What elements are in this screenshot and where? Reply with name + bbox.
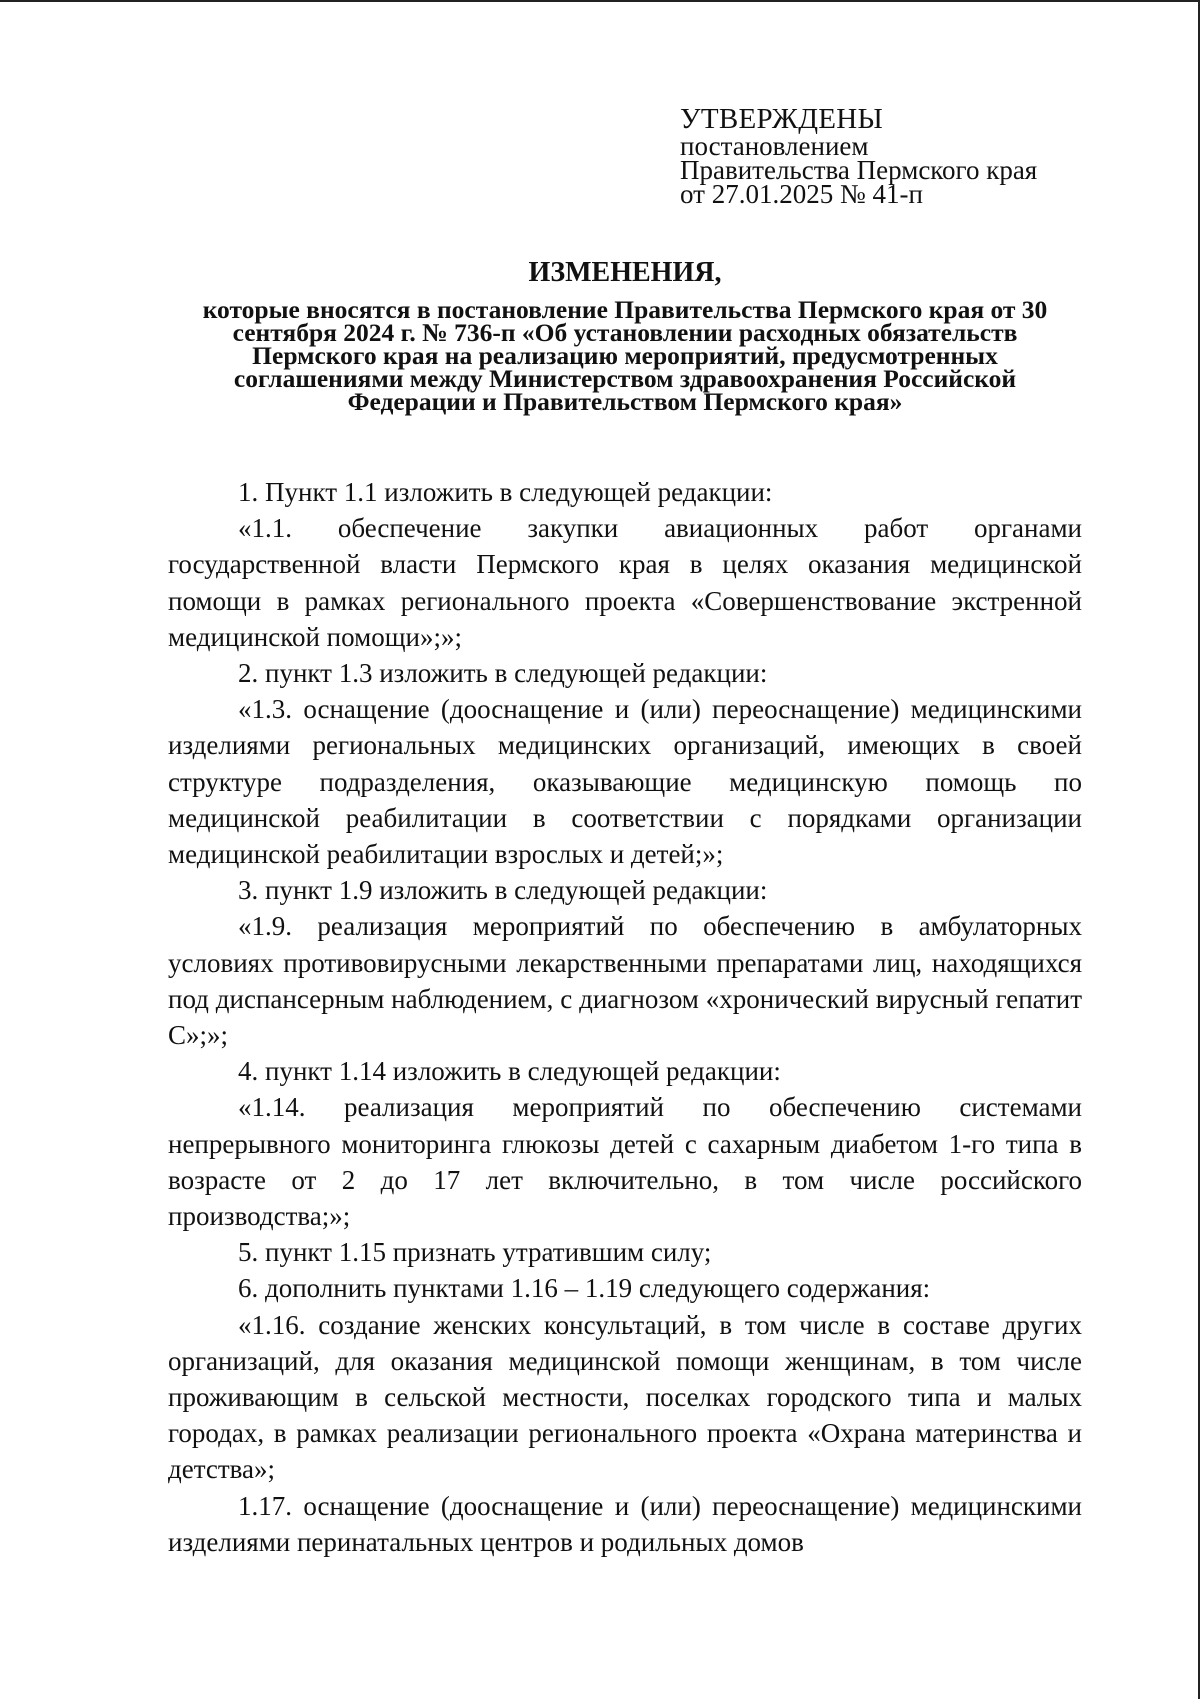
approval-line: постановлением (680, 131, 869, 161)
document-title: ИЗМЕНЕНИЯ, (528, 257, 722, 288)
paragraph: «1.9. реализация мероприятий по обеспечению в амбулаторных условиях противовирусными лекарственными препаратами лиц, находящихся под диспансерным наблюдением, с диагнозом «хронический вирусный гепатит С»;»; (168, 911, 1082, 1051)
approval-line: Правительства Пермского края (680, 155, 1038, 185)
paragraph: 6. дополнить пунктами 1.16 – 1.19 следующего содержания: (238, 1273, 931, 1304)
paragraph: «1.14. реализация мероприятий по обеспечению системами непрерывного мониторинга глюкозы детей с сахарным диабетом 1-го типа в возрасте от 2 до 17 лет включительно, в том числе российского производства;»; (168, 1092, 1082, 1232)
scan-border-top (0, 0, 1200, 2)
paragraph: «1.1. обеспечение закупки авиационных работ органами государственной власти Пермского края в целях оказания медицинской помощи в рамках регионального проекта «Совершенствование экстренной медицинской помощи»;»; (168, 513, 1082, 652)
approval-date-number: от 27.01.2025 № 41-п (680, 179, 923, 209)
paragraph: 1. Пункт 1.1 изложить в следующей редакции: (238, 477, 773, 507)
paragraph: «1.3. оснащение (дооснащение и (или) переоснащение) медицинскими изделиями региональных медицинских организаций, имеющих в своей структуре подразделения, оказывающие медицинскую помощь по медицинской реабилитации в соответствии с порядками организации медицинской реабилитации взрослых и детей;»; (168, 694, 1082, 870)
document-subtitle: которые вносятся в постановление Правительства Пермского края от 30 сентября 2024 г. № 736-п «Об установлении расходных обязательств Пермского края на реализацию мероприятий, предусмотренных соглашениями между Министерством здравоохранения Российской Федерации и Правительством Пермского края» (202, 295, 1048, 416)
document-body (168, 474, 1082, 1560)
paragraph: 5. пункт 1.15 признать утратившим силу; (238, 1237, 712, 1268)
approval-title: УТВЕРЖДЕНЫ (680, 103, 884, 135)
paragraph: 4. пункт 1.14 изложить в следующей редакции: (238, 1056, 781, 1087)
approval-block (680, 103, 1150, 209)
paragraph: 1.17. оснащение (дооснащение и (или) переоснащение) медицинскими изделиями перинатальных центров и родильных домов (168, 1490, 1082, 1557)
paragraph: 2. пункт 1.3 изложить в следующей редакции: (238, 658, 768, 689)
paragraph: «1.16. создание женских консультаций, в том числе в составе других организаций, для оказания медицинской помощи женщинам, в том числе проживающим в сельской местности, поселках городского типа и малых городах, в рамках реализации регионального проекта «Охрана материнства и детства»; (168, 1309, 1082, 1485)
paragraph: 3. пункт 1.9 изложить в следующей редакции: (238, 875, 768, 906)
